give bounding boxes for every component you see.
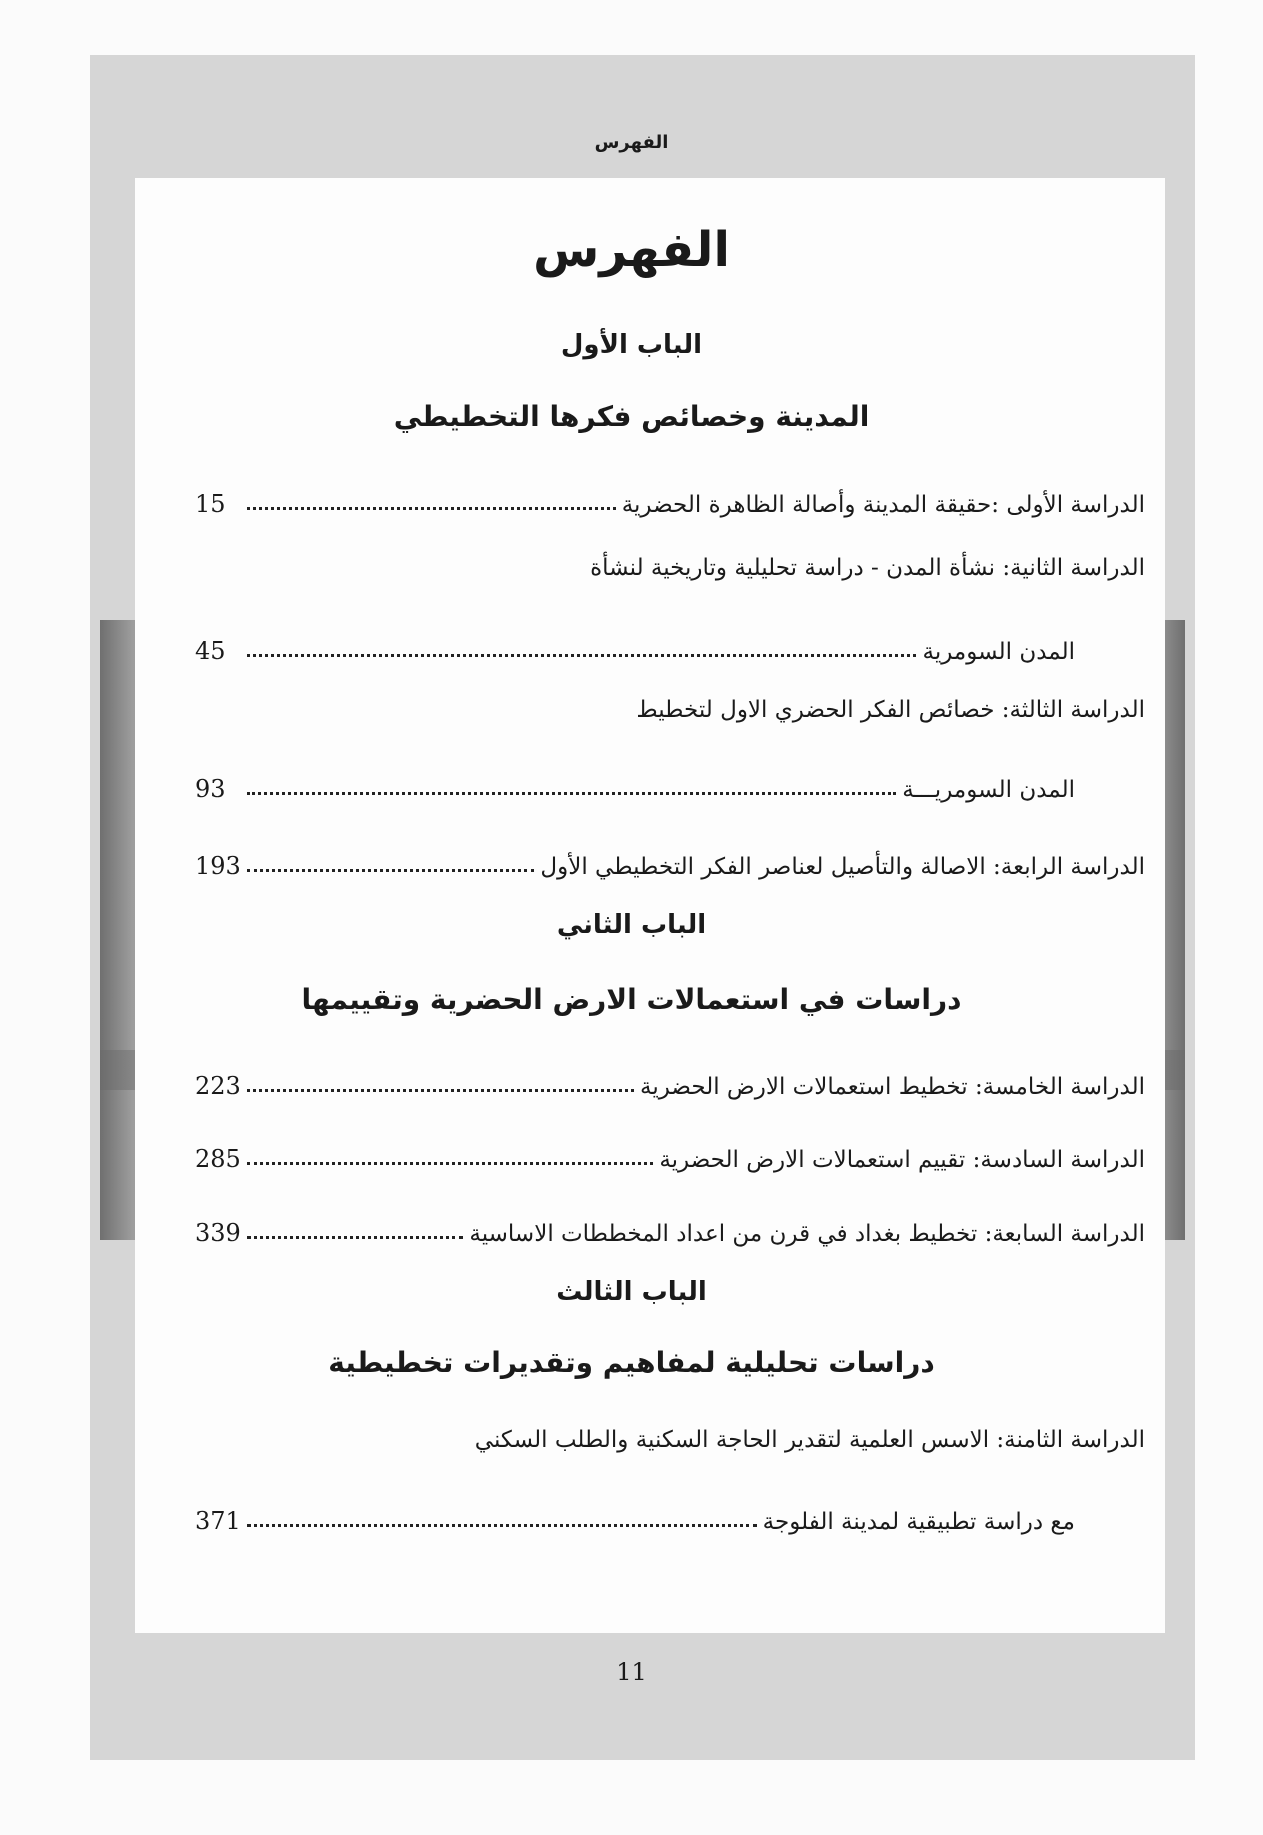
toc-entry-page: 285: [195, 1145, 241, 1173]
toc-entry-title: المدن السومرية: [922, 639, 1075, 665]
dot-leader: [247, 1236, 463, 1239]
part-2-heading: الباب الثاني: [556, 910, 707, 940]
toc-entry-title: الدراسة الرابعة: الاصالة والتأصيل لعناصر الفكر التخطيطي الأول: [540, 854, 1145, 880]
part-1-heading: الباب الأول: [560, 330, 703, 360]
dot-leader: [247, 1089, 634, 1092]
toc-entry-page: 15: [195, 490, 226, 518]
dot-leader: [247, 507, 616, 510]
toc-entry-title: الدراسة الأولى :حقيقة المدينة وأصالة الظاهرة الحضرية: [621, 492, 1145, 518]
toc-entry-8-line-2[interactable]: [195, 1495, 1145, 1535]
toc-entry-7[interactable]: [195, 1207, 1145, 1247]
dot-leader: [247, 1162, 653, 1165]
toc-entry-page: 371: [195, 1507, 241, 1535]
toc-entry-2-line-2[interactable]: [195, 625, 1145, 665]
toc-entry-2-line-1[interactable]: الدراسة الثانية: نشأة المدن - دراسة تحليلية وتاريخية لنشأة: [590, 555, 1145, 581]
toc-entry-page: 45: [195, 637, 226, 665]
dot-leader: [247, 792, 896, 795]
part-3-subtitle: دراسات تحليلية لمفاهيم وتقديرات تخطيطية: [328, 1346, 935, 1379]
toc-entry-8-line-1[interactable]: الدراسة الثامنة: الاسس العلمية لتقدير الحاجة السكنية والطلب السكني: [474, 1427, 1145, 1453]
toc-entry-1[interactable]: [195, 478, 1145, 518]
toc-entry-6[interactable]: [195, 1133, 1145, 1173]
dot-leader: [247, 654, 916, 657]
part-1-subtitle: المدينة وخصائص فكرها التخطيطي: [393, 400, 870, 433]
running-head: الفهرس: [594, 132, 669, 153]
toc-entry-title: مع دراسة تطبيقية لمدينة الفلوجة: [762, 1509, 1075, 1535]
toc-entry-5[interactable]: [195, 1060, 1145, 1100]
toc-entry-title: المدن السومريـــة: [902, 777, 1075, 803]
toc-entry-page: 93: [195, 775, 226, 803]
part-2-subtitle: دراسات في استعمالات الارض الحضرية وتقييمها: [301, 983, 962, 1016]
content-panel: [135, 178, 1165, 1633]
toc-entry-3-line-1[interactable]: الدراسة الثالثة: خصائص الفكر الحضري الاول لتخطيط: [636, 697, 1145, 723]
toc-entry-title: الدراسة السادسة: تقييم استعمالات الارض الحضرية: [659, 1147, 1145, 1173]
dot-leader: [247, 1524, 757, 1527]
toc-entry-page: 193: [195, 852, 241, 880]
toc-entry-page: 339: [195, 1219, 241, 1247]
toc-entry-4[interactable]: [195, 840, 1145, 880]
part-3-heading: الباب الثالث: [556, 1277, 707, 1307]
page-number: 11: [616, 1658, 647, 1686]
toc-entry-3-line-2[interactable]: [195, 763, 1145, 803]
toc-entry-title: الدراسة الخامسة: تخطيط استعمالات الارض الحضرية: [640, 1074, 1145, 1100]
toc-entry-title: الدراسة السابعة: تخطيط بغداد في قرن من اعداد المخططات الاساسية: [469, 1221, 1145, 1247]
toc-entry-page: 223: [195, 1072, 241, 1100]
dot-leader: [247, 869, 534, 872]
page-title: الفهرس: [533, 222, 730, 278]
